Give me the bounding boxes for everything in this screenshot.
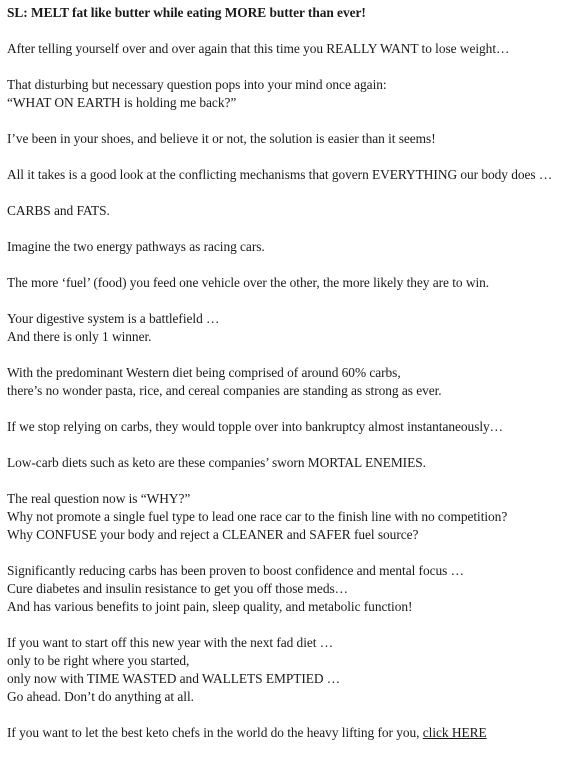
body-line: there’s no wonder pasta, rice, and cereal companies are standing as strong as ever.: [7, 383, 442, 398]
body-paragraph: [7, 490, 569, 544]
body-line: And has various benefits to joint pain, sleep quality, and metabolic function!: [7, 599, 413, 614]
body-line: Cure diabetes and insulin resistance to get you off those meds…: [7, 581, 348, 596]
call-to-action-paragraph: [7, 724, 569, 742]
body-line: only now with TIME WASTED and WALLETS EMPTIED …: [7, 671, 341, 686]
call-to-action-line: [7, 724, 569, 742]
body-line: All it takes is a good look at the conflicting mechanisms that govern EVERYTHING our body does …: [7, 167, 553, 182]
body-line: The real question now is “WHY?”: [7, 491, 191, 506]
body-line: Why CONFUSE your body and reject a CLEANER and SAFER fuel source?: [7, 527, 419, 542]
body-paragraph: [7, 418, 569, 436]
body-line: Imagine the two energy pathways as racing cars.: [7, 239, 265, 254]
body-paragraph: [7, 454, 569, 472]
subject-line-paragraph: [7, 4, 569, 22]
body-paragraph: [7, 166, 569, 184]
body-line: I’ve been in your shoes, and believe it or not, the solution is easier than it seems!: [7, 131, 436, 146]
body-line: Low-carb diets such as keto are these companies’ sworn MORTAL ENEMIES.: [7, 455, 426, 470]
body-paragraph: [7, 310, 569, 346]
body-line: Why not promote a single fuel type to lead one race car to the finish line with no competition?: [7, 509, 508, 524]
subject-line: SL: MELT fat like butter while eating MORE butter than ever!: [7, 5, 366, 20]
call-to-action-text: If you want to let the best keto chefs in the world do the heavy lifting for you,: [7, 725, 423, 740]
body-paragraph: [7, 634, 569, 706]
body-paragraph: [7, 40, 569, 58]
click-here-link[interactable]: click HERE: [422, 725, 487, 740]
body-line: If you want to start off this new year with the next fad diet …: [7, 635, 334, 650]
body-paragraph: [7, 562, 569, 616]
body-line: If we stop relying on carbs, they would topple over into bankruptcy almost instantaneously…: [7, 419, 504, 434]
body-line: And there is only 1 winner.: [7, 329, 152, 344]
body-line: Your digestive system is a battlefield …: [7, 311, 220, 326]
body-line: only to be right where you started,: [7, 653, 190, 668]
body-line: Significantly reducing carbs has been proven to boost confidence and mental focus …: [7, 563, 464, 578]
email-body: [7, 40, 569, 706]
body-paragraph: [7, 202, 569, 220]
body-line: Go ahead. Don’t do anything at all.: [7, 689, 194, 704]
body-line: With the predominant Western diet being comprised of around 60% carbs,: [7, 365, 401, 380]
body-paragraph: [7, 274, 569, 292]
email-document: [7, 4, 569, 760]
body-paragraph: [7, 364, 569, 400]
body-paragraph: [7, 76, 569, 112]
body-paragraph: [7, 130, 569, 148]
body-line: The more ‘fuel’ (food) you feed one vehicle over the other, the more likely they are to win.: [7, 275, 490, 290]
body-line: After telling yourself over and over again that this time you REALLY WANT to lose weight…: [7, 41, 510, 56]
body-line: “WHAT ON EARTH is holding me back?”: [7, 95, 237, 110]
body-line: That disturbing but necessary question pops into your mind once again:: [7, 77, 387, 92]
body-line: CARBS and FATS.: [7, 203, 110, 218]
body-paragraph: [7, 238, 569, 256]
